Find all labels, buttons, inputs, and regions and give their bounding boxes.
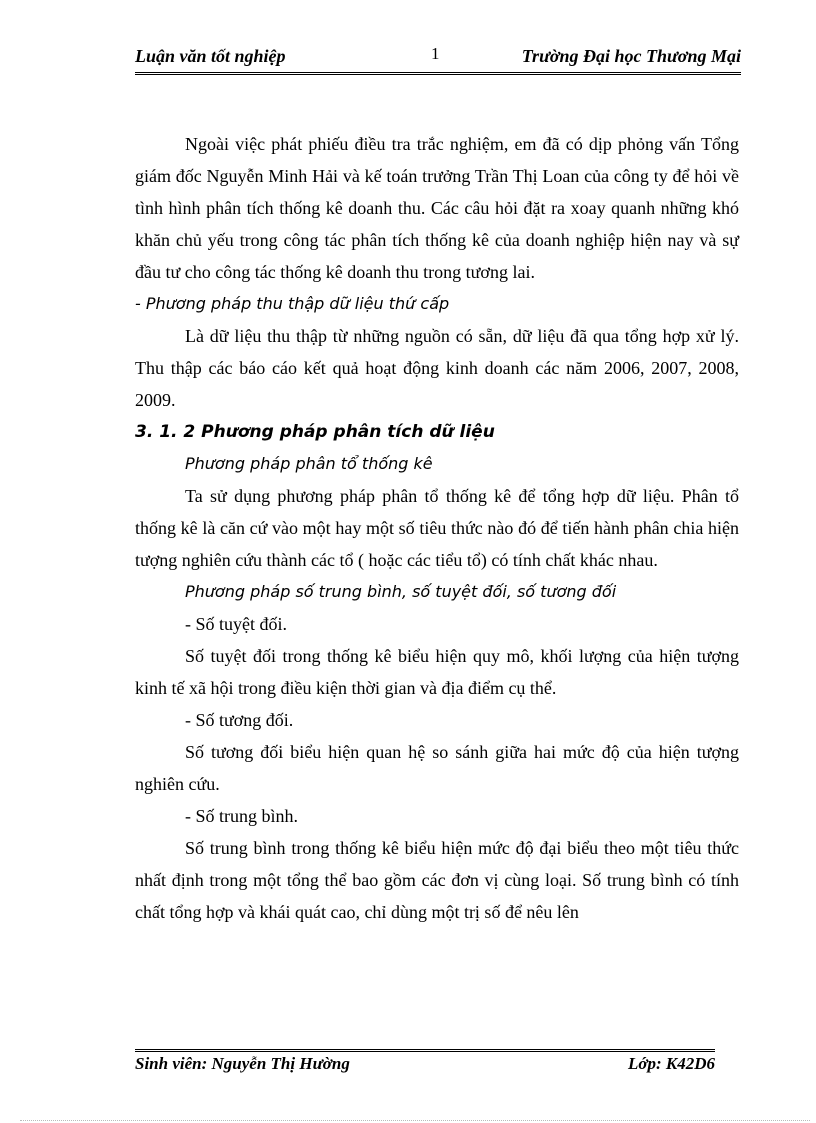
paragraph-grouping: Ta sử dụng phương pháp phân tổ thống kê để tổng hợp dữ liệu. Phân tổ thống kê là căn cứ vào một hay một số tiêu thức nào đó để tiến hành phân chia hiện tượng nghiên cứu thành các tổ ( hoặc các tiểu tổ) có tính chất khác nhau. [135,486,739,570]
paragraph-secondary-data: Là dữ liệu thu thập từ những nguồn có sẵn, dữ liệu đã qua tổng hợp xử lý. Thu thập các báo cáo kết quả hoạt động kinh doanh các năm 2006, 2007, 2008, 2009. [135,326,739,410]
subheading-grouping-method: Phương pháp phân tổ thống kê [185,454,433,473]
page-header [135,46,741,72]
item-average-number: - Số trung bình. [185,806,299,826]
paragraph-relative-number: Số tương đối biểu hiện quan hệ so sánh giữa hai mức độ của hiện tượng nghiên cứu. [135,742,739,794]
document-body [135,128,739,928]
page-number: 1 [431,44,440,63]
page-edge [20,1120,810,1121]
footer-student: Sinh viên: Nguyễn Thị Hường [135,1054,350,1073]
header-university: Trường Đại học Thương Mại [521,46,741,66]
section-heading-3-1-2: 3. 1. 2 Phương pháp phân tích dữ liệu [135,422,495,442]
header-rule-double [135,74,741,75]
paragraph-interview: Ngoài việc phát phiếu điều tra trắc nghiệm, em đã có dịp phỏng vấn Tổng giám đốc Nguyễn Minh Hải và kế toán trưởng Trần Thị Loan của công ty để hỏi về tình hình phân tích thống kê doanh thu. Các câu hỏi đặt ra xoay quanh những khó khăn chủ yếu trong công tác phân tích thống kê của doanh nghiệp hiện nay và sự đầu tư cho công tác thống kê doanh thu trong tương lai. [135,134,739,282]
footer-class: Lớp: K42D6 [627,1054,715,1073]
item-absolute-number: - Số tuyệt đối. [185,614,287,634]
bullet-secondary-data-method: - Phương pháp thu thập dữ liệu thứ cấp [135,294,450,313]
paragraph-average-number: Số trung bình trong thống kê biểu hiện mức độ đại biểu theo một tiêu thức nhất định trong một tổng thể bao gồm các đơn vị cùng loại. Số trung bình có tính chất tổng hợp và khái quát cao, chỉ dùng một trị số để nêu lên [135,838,739,922]
footer-rule-double [135,1051,715,1052]
item-relative-number: - Số tương đối. [185,710,294,730]
paragraph-absolute-number: Số tuyệt đối trong thống kê biểu hiện quy mô, khối lượng của hiện tượng kinh tế xã hội trong điều kiện thời gian và địa điểm cụ thể. [135,646,739,698]
subheading-average-absolute-relative: Phương pháp số trung bình, số tuyệt đối, số tương đối [185,582,617,601]
header-thesis-label: Luận văn tốt nghiệp [135,46,286,66]
footer-rule [135,1049,715,1050]
header-rule [135,72,741,73]
